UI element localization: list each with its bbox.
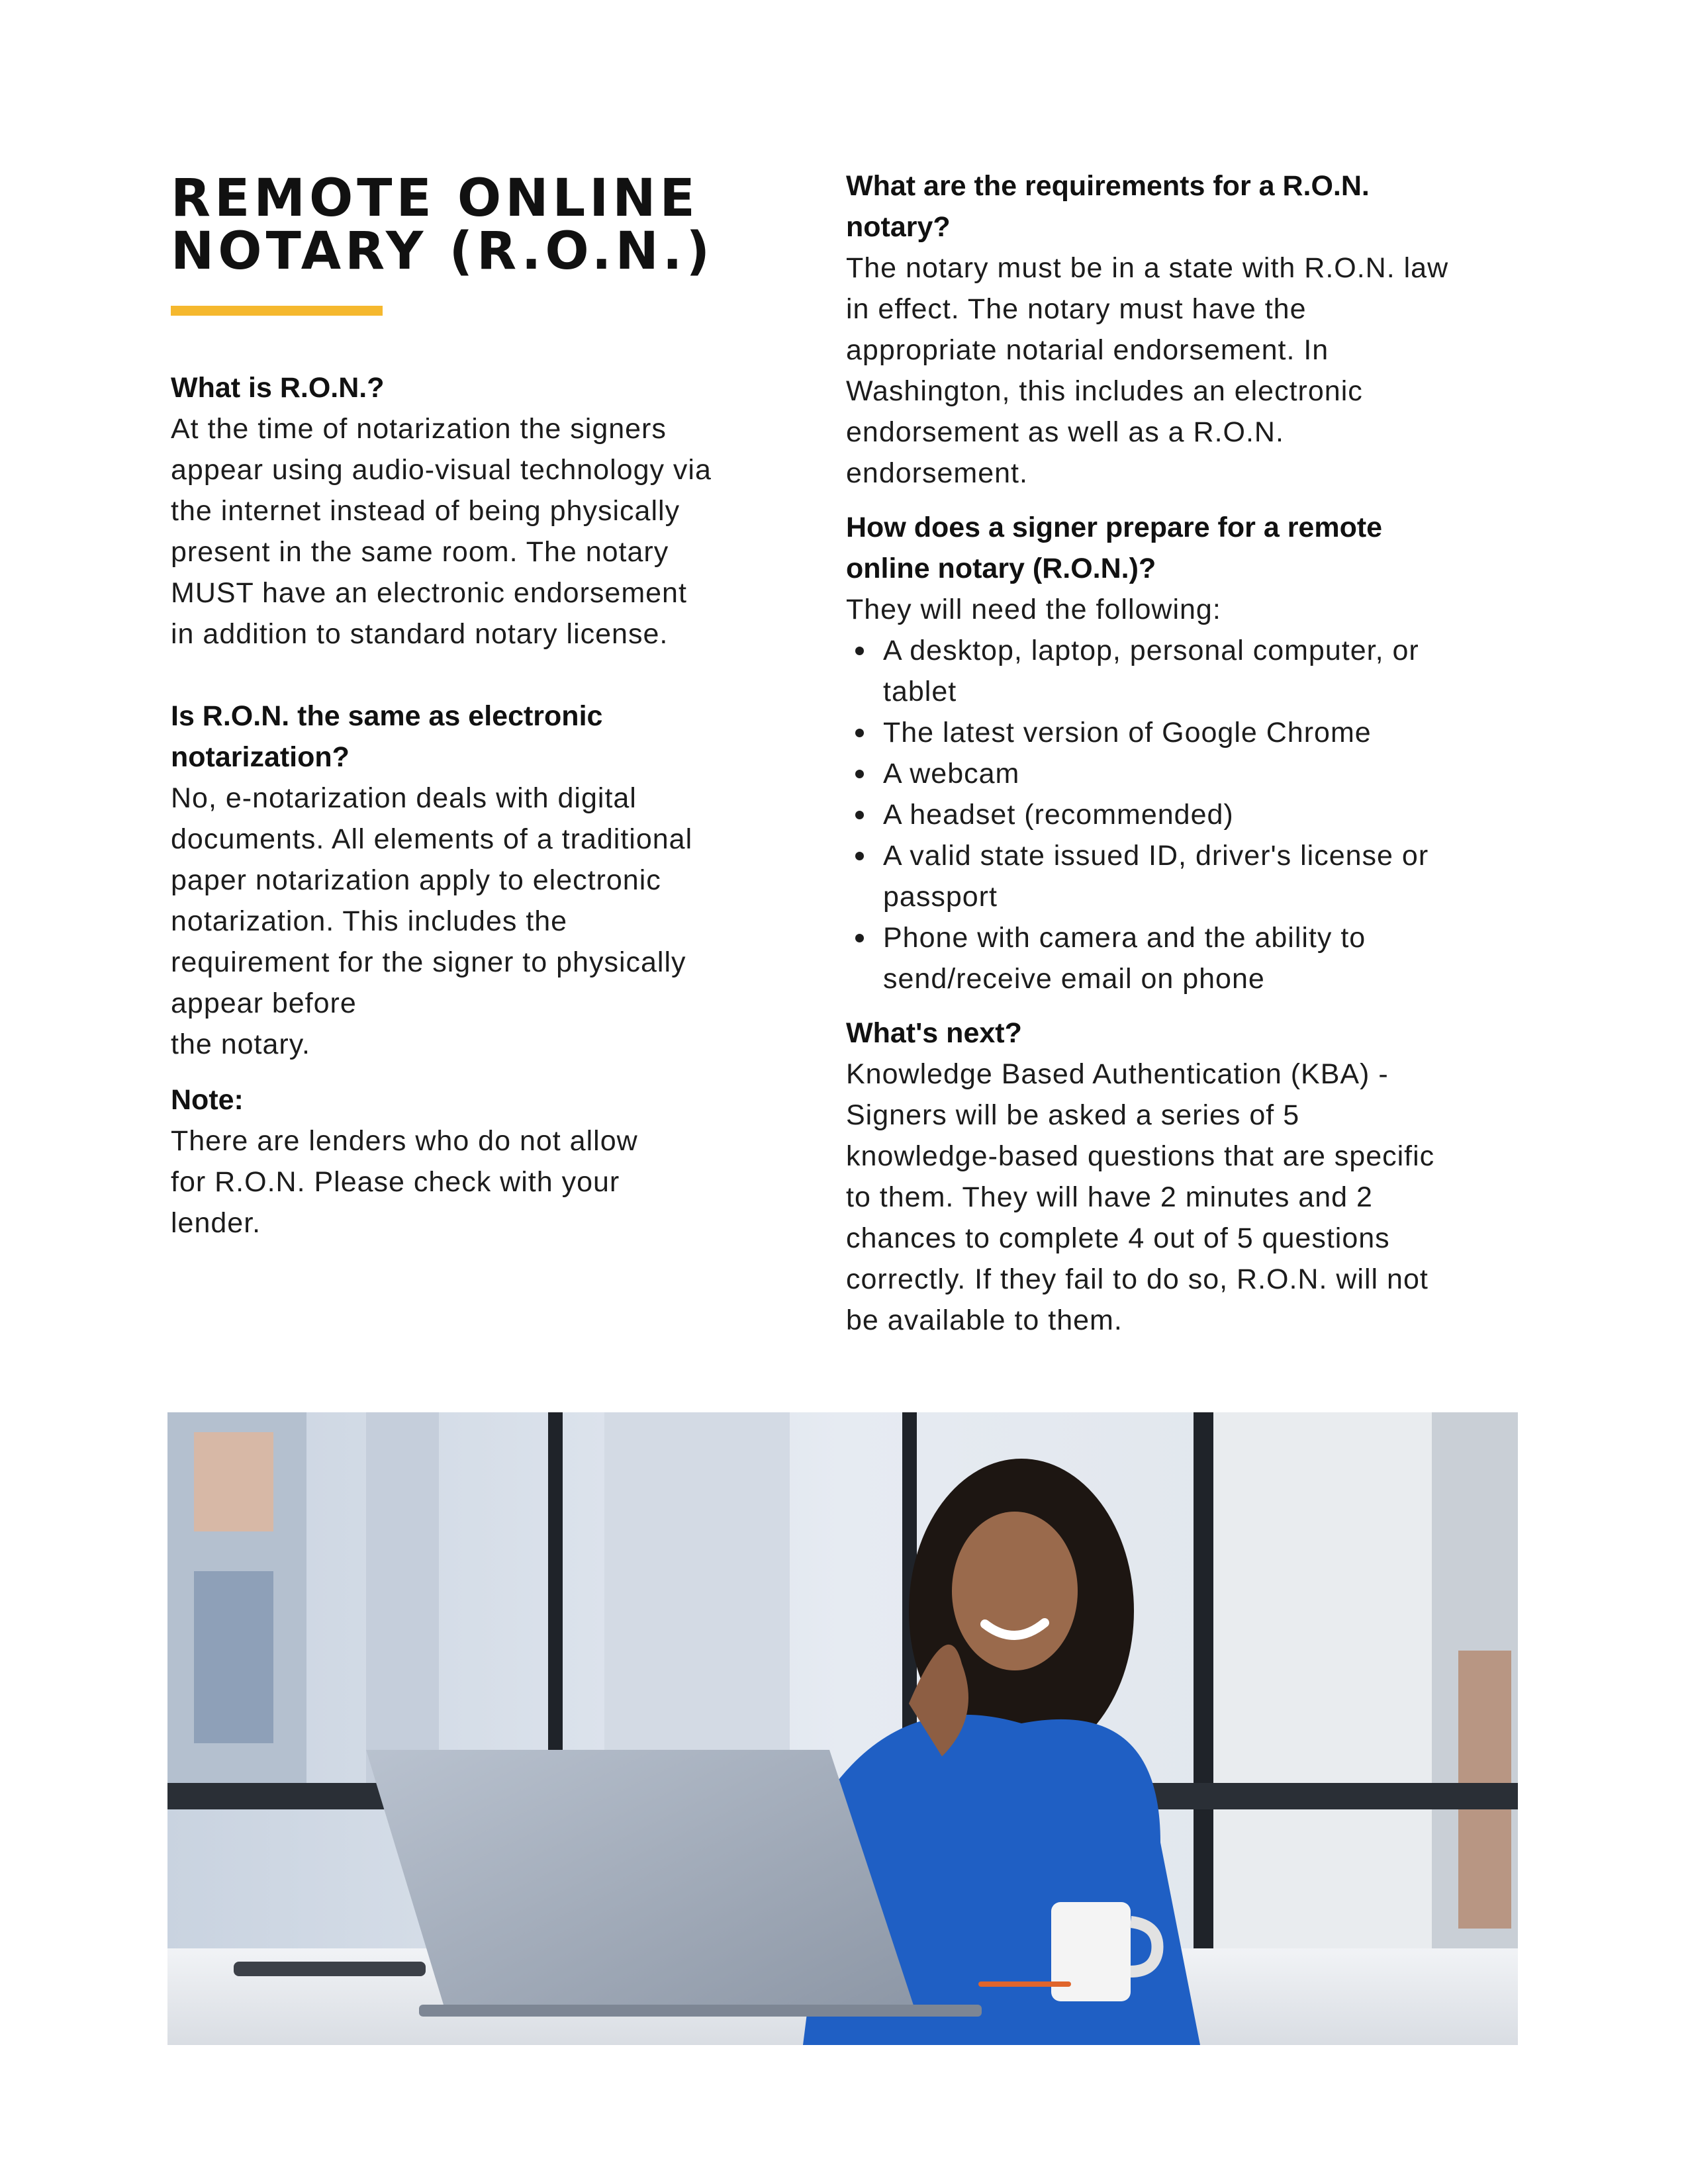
body-line: present in the same room. The notary [171, 536, 669, 568]
list-item [883, 712, 1534, 753]
list-item [883, 753, 1534, 794]
heading-line: notary? [846, 211, 951, 243]
section-prepare [846, 507, 1534, 999]
list-item-line: Phone with camera and the ability to [883, 922, 1366, 954]
body-line: The notary must be in a state with R.O.N. law [846, 252, 1449, 284]
body-line: correctly. If they fail to do so, R.O.N. will not [846, 1263, 1429, 1295]
right-column [846, 165, 1534, 1341]
section-heading: What is R.O.N.? [171, 372, 385, 404]
list-item-line: A desktop, laptop, personal computer, or [883, 635, 1419, 666]
section-heading: Note: [171, 1084, 244, 1116]
photo-illustration [167, 1412, 1518, 2045]
list-item [883, 794, 1534, 835]
body-line: Knowledge Based Authentication (KBA) - [846, 1058, 1389, 1090]
heading-line: How does a signer prepare for a remote [846, 512, 1383, 543]
heading-line: online notary (R.O.N.)? [846, 553, 1156, 584]
list-item [883, 835, 1534, 917]
body-line: Washington, this includes an electronic [846, 375, 1363, 407]
section-body [846, 248, 1534, 494]
list-item-line: A headset (recommended) [883, 799, 1234, 831]
body-line: in addition to standard notary license. [171, 618, 669, 650]
section-what-is-ron [171, 367, 793, 655]
section-requirements [846, 165, 1534, 494]
requirements-list [846, 630, 1534, 999]
body-line: appear using audio-visual technology via [171, 454, 712, 486]
list-item-line: send/receive email on phone [883, 963, 1265, 995]
section-whats-next [846, 1013, 1534, 1341]
body-line: for R.O.N. Please check with your [171, 1166, 620, 1198]
title-line-1: REMOTE ONLINE [171, 169, 699, 228]
section-heading [846, 507, 1534, 589]
body-line: endorsement. [846, 457, 1028, 489]
list-item [883, 630, 1534, 712]
body-line: requirement for the signer to physically [171, 946, 686, 978]
heading-line: notarization? [171, 741, 350, 773]
photo-woman-at-laptop [167, 1412, 1518, 2045]
body-line: notarization. This includes the [171, 905, 568, 937]
list-item-line: The latest version of Google Chrome [883, 717, 1372, 749]
body-line: No, e-notarization deals with digital [171, 782, 637, 814]
page-title [171, 169, 793, 281]
section-same-as-e-notarization [171, 696, 793, 1065]
section-body [846, 1054, 1534, 1341]
body-line: Signers will be asked a series of 5 [846, 1099, 1300, 1131]
list-item-line: tablet [883, 676, 957, 707]
list-item-line: passport [883, 881, 998, 913]
section-heading: What's next? [846, 1017, 1022, 1049]
body-line: lender. [171, 1207, 261, 1239]
body-line: paper notarization apply to electronic [171, 864, 661, 896]
body-line: There are lenders who do not allow [171, 1125, 638, 1157]
body-line: appropriate notarial endorsement. In [846, 334, 1329, 366]
heading-line: Is R.O.N. the same as electronic [171, 700, 603, 732]
section-body [171, 778, 793, 1065]
body-line: At the time of notarization the signers [171, 413, 667, 445]
heading-line: What are the requirements for a R.O.N. [846, 170, 1370, 202]
body-line: be available to them. [846, 1304, 1123, 1336]
body-line: to them. They will have 2 minutes and 2 [846, 1181, 1373, 1213]
title-accent-bar [171, 306, 383, 316]
section-body [171, 408, 793, 655]
list-item-line: A webcam [883, 758, 1020, 790]
body-line: in effect. The notary must have the [846, 293, 1307, 325]
section-heading [846, 165, 1534, 248]
list-item-line: A valid state issued ID, driver's license or [883, 840, 1429, 872]
body-line: knowledge-based questions that are specific [846, 1140, 1435, 1172]
body-line: the notary. [171, 1028, 310, 1060]
left-column [171, 169, 793, 1244]
body-line: appear before [171, 987, 357, 1019]
body-line: the internet instead of being physically [171, 495, 680, 527]
section-body [171, 1120, 793, 1244]
body-line: documents. All elements of a traditional [171, 823, 693, 855]
section-heading [171, 696, 793, 778]
section-note [171, 1079, 793, 1244]
title-line-2: NOTARY (R.O.N.) [171, 222, 714, 281]
body-line: MUST have an electronic endorsement [171, 577, 687, 609]
body-line: endorsement as well as a R.O.N. [846, 416, 1284, 448]
list-item [883, 917, 1534, 999]
body-line: chances to complete 4 out of 5 questions [846, 1222, 1390, 1254]
section-intro: They will need the following: [846, 594, 1221, 625]
